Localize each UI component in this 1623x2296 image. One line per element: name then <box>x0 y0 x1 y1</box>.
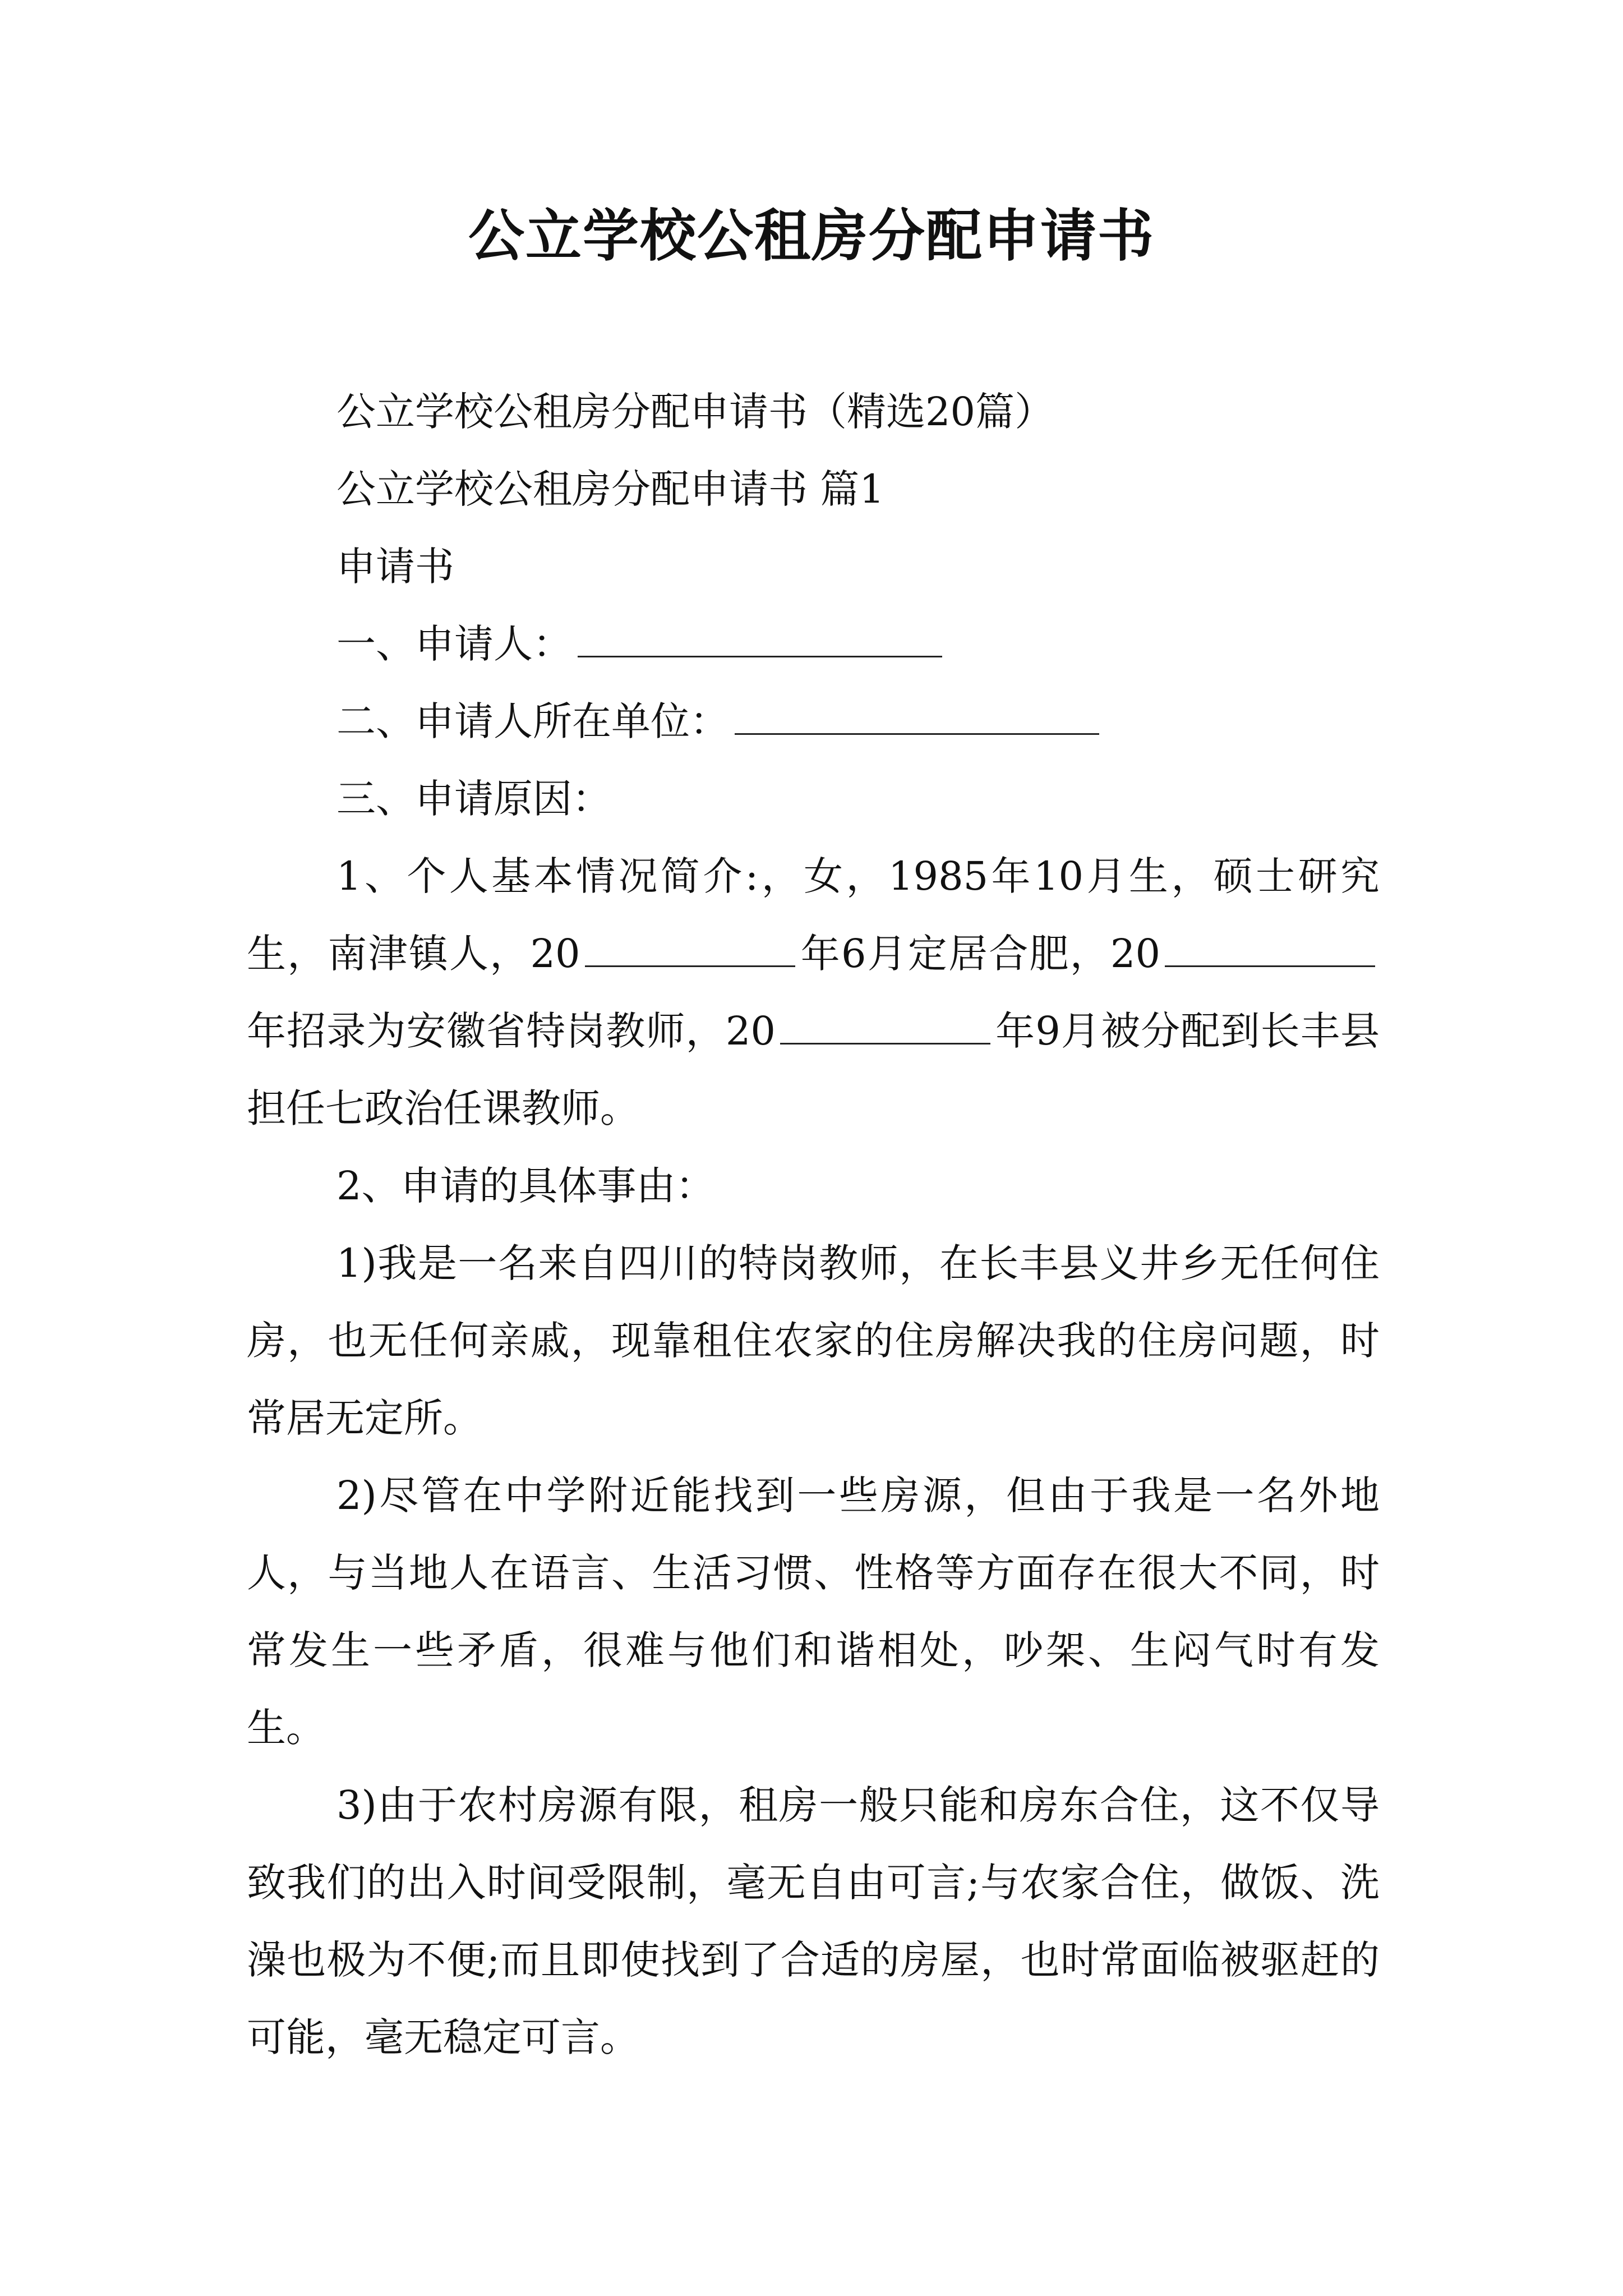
basic-info-part-4: 年9月被分配到长丰县担任七政治任课教师。 <box>247 1008 1380 1131</box>
unit-label: 二、申请人所在单位： <box>336 698 729 744</box>
paragraph-reason-3: 3)由于农村房源有限，租房一般只能和房东合住，这不仅导致我们的出入时间受限制，毫无自由可言;与农家合住，做饭、洗澡也极为不便;而且即使找到了合适的房屋，也时常面临被驱赶的可能，毫无稳定可言。 <box>247 1782 1380 2060</box>
doc-label: 申请书 <box>336 544 454 590</box>
reason-heading: 三、申请原因： <box>336 776 611 822</box>
document-title: 公立学校公租房分配申请书 <box>468 203 1155 269</box>
year-blank-3 <box>780 1009 990 1045</box>
applicant-blank <box>578 622 942 657</box>
basic-info-part-3: 年招录为安徽省特岗教师，20 <box>247 1008 776 1054</box>
unit-line <box>247 683 1380 760</box>
basic-info-part-2: 年6月定居合肥，20 <box>799 931 1161 977</box>
paragraph-reasons-heading: 2、申请的具体事由： <box>336 1163 715 1209</box>
year-blank-2 <box>1165 932 1375 967</box>
section-heading: 公立学校公租房分配申请书 篇1 <box>336 466 884 512</box>
paragraph-reason-2: 2)尽管在中学附近能找到一些房源，但由于我是一名外地人，与当地人在语言、生活习惯、性格等方面存在很大不同，时常发生一些矛盾，很难与他们和谐相处，吵架、生闷气时有发生。 <box>247 1473 1380 1751</box>
basic-info-part-1: 1、个人基本情况简介:，女，1985年10月生，硕士研究生，南津镇人，20 <box>247 853 1380 977</box>
paragraph-basic-info <box>247 838 1380 1147</box>
unit-blank <box>735 700 1099 735</box>
document-body <box>247 373 1380 2076</box>
subtitle: 公立学校公租房分配申请书（精选20篇） <box>336 389 1054 435</box>
applicant-line <box>247 605 1380 683</box>
applicant-label: 一、申请人： <box>336 621 572 667</box>
paragraph-reason-1: 1)我是一名来自四川的特岗教师，在长丰县义井乡无任何住房，也无任何亲戚，现靠租住农家的住房解决我的住房问题，时常居无定所。 <box>247 1240 1380 1441</box>
year-blank-1 <box>585 932 795 967</box>
